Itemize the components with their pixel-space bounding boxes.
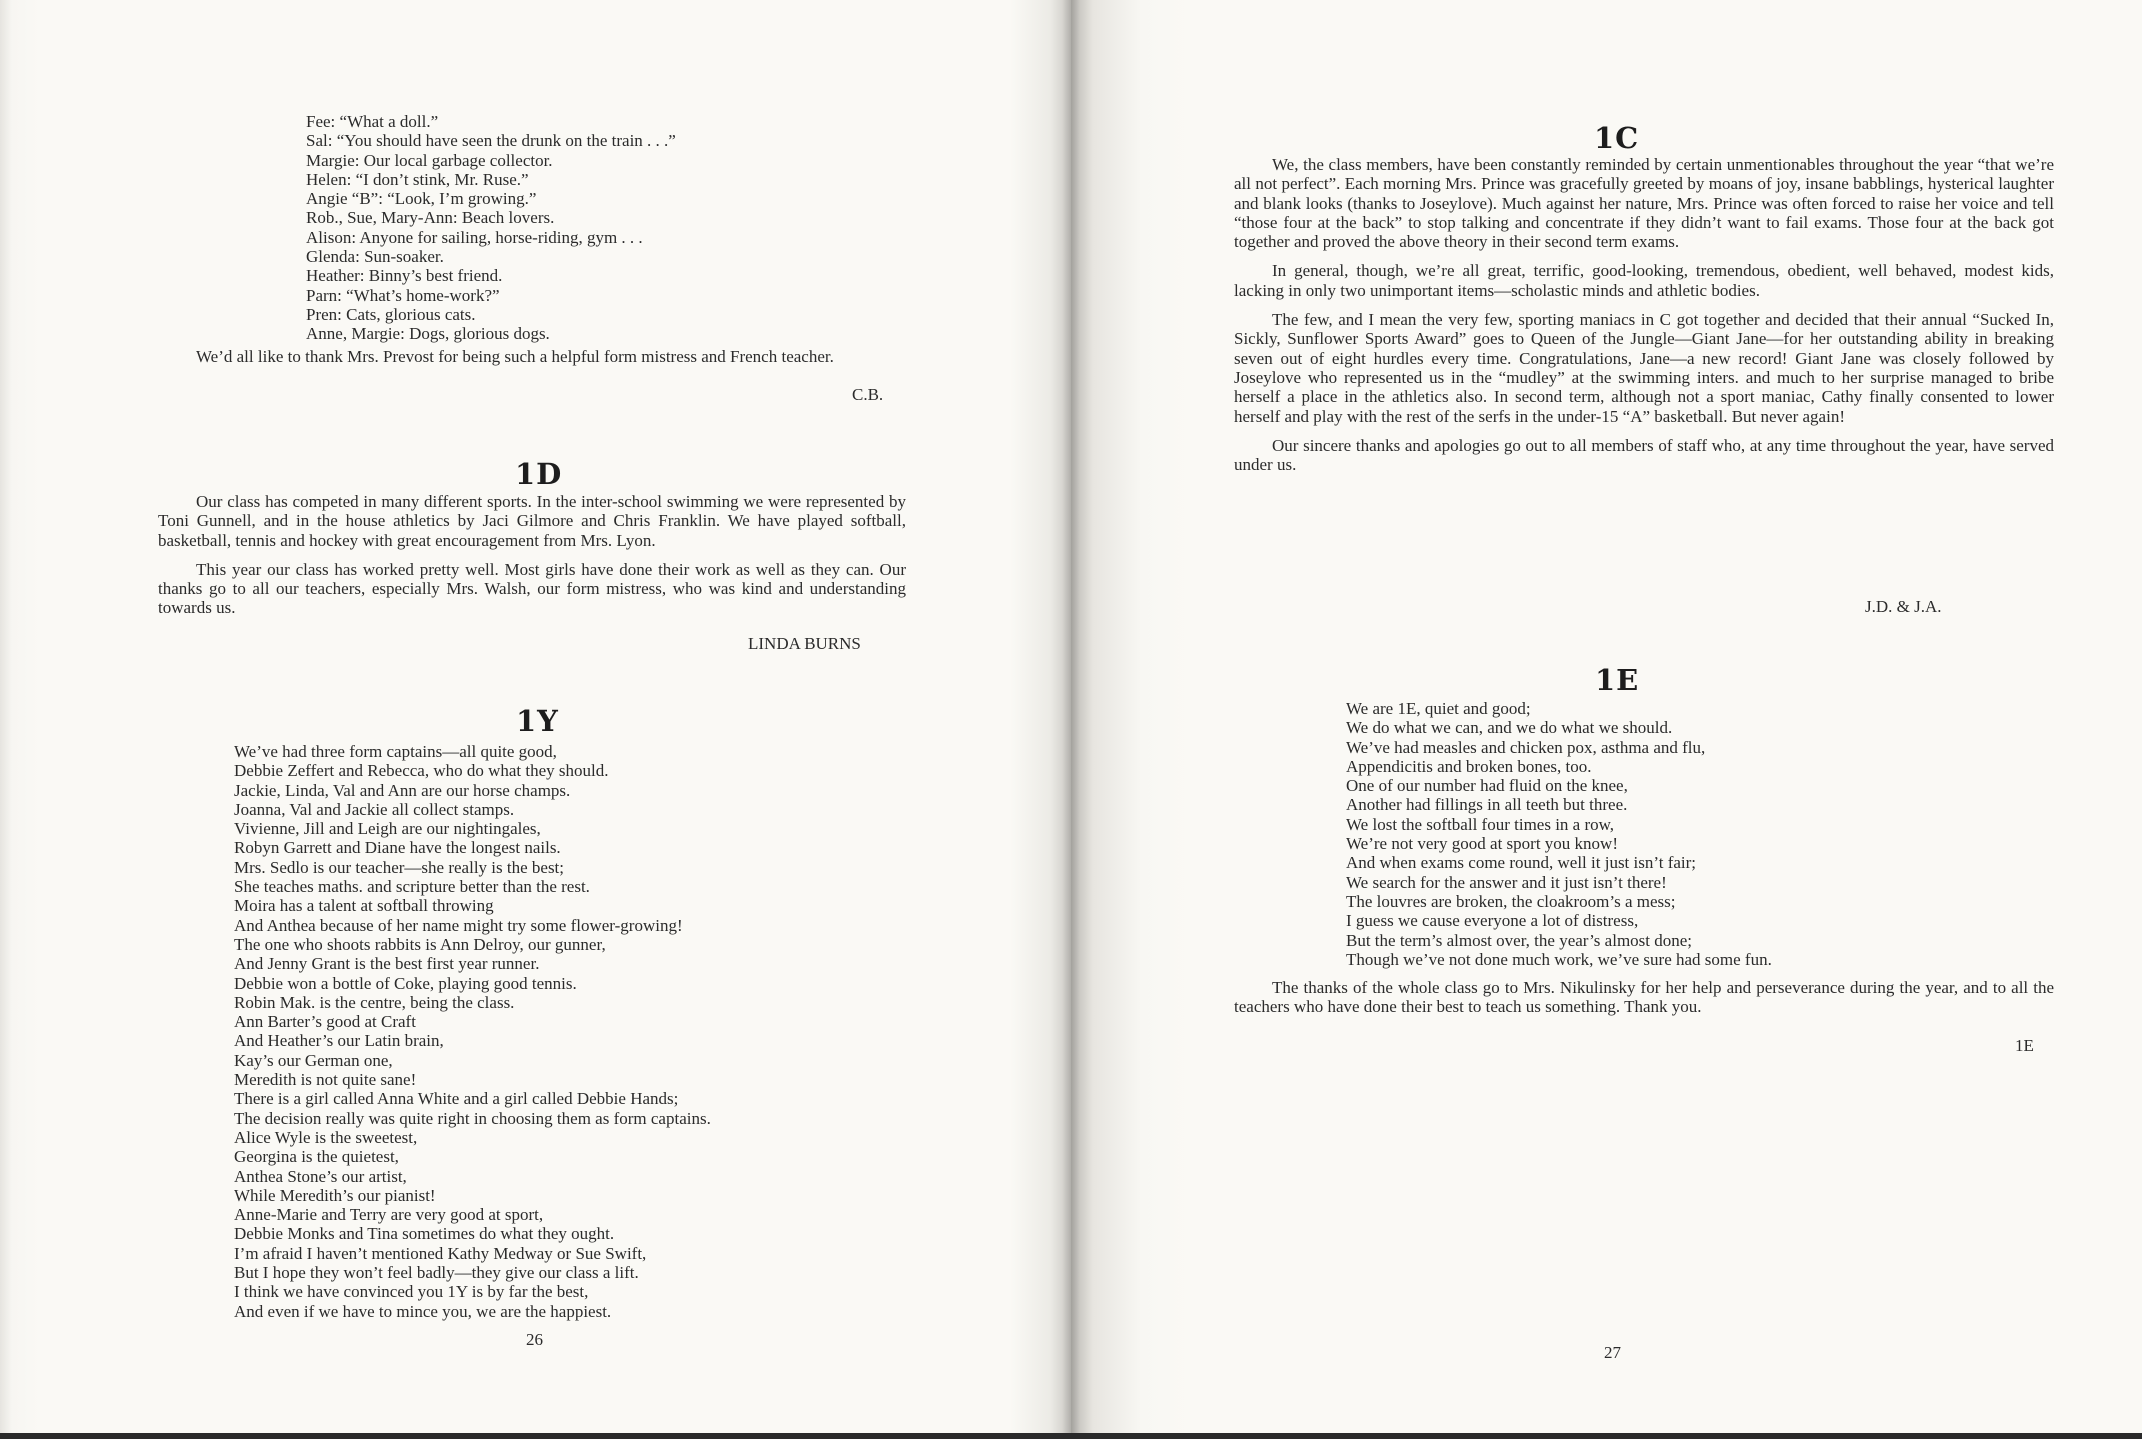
section-1e-closing: The thanks of the whole class go to Mrs. Nikulinsky for her help and perseverance during the year, and to all the teachers who have done their best to teach us something. Thank you.: [1234, 978, 2054, 1017]
poem-line: Alice Wyle is the sweetest,: [234, 1127, 418, 1147]
section-1d-body: [158, 492, 906, 618]
section-1d-paragraph: Our class has competed in many different sports. In the inter-school swimming we were represented by Toni Gunnell, and in the house athletics by Jaci Gilmore and Chris Franklin. We have played softball, basketball, tennis and hockey with great encouragement from Mrs. Lyon.: [158, 492, 906, 550]
poem-line: And Anthea because of her name might try some flower-growing!: [234, 915, 683, 935]
poem-line: And even if we have to mince you, we are the happiest.: [234, 1301, 612, 1321]
quip-line: Sal: “You should have seen the drunk on the train . . .”: [306, 131, 676, 151]
quip-line: Rob., Sue, Mary-Ann: Beach lovers.: [306, 208, 555, 228]
book-gutter: [1062, 0, 1080, 1439]
poem-line: We are 1E, quiet and good;: [1346, 699, 1531, 718]
section-1c-paragraph: Our sincere thanks and apologies go out to all members of staff who, at any time throughout the year, have served under us.: [1234, 435, 2054, 475]
poem-line: We lost the softball four times in a row,: [1346, 814, 1615, 834]
poem-line: The one who shoots rabbits is Ann Delroy, our gunner,: [234, 934, 606, 954]
poem-line: She teaches maths. and scripture better than the rest.: [234, 877, 590, 897]
thanks-signature: C.B.: [852, 385, 884, 404]
section-1c-paragraph: The few, and I mean the very few, sporting maniacs in C got together and decided that their annual “Sucked In, Sickly, Sunflower Sports Award” goes to Queen of the Jungle—Giant Jane—for her outstanding ability in breaking seven out of eight hurdles every time. Congratulations, Jane—a new record! Giant Jane was closely followed by Joseylove who represented us in the “mudley” at the swimming inters. and much to her surprise managed to bribe herself a place in the athletics also. In second term, although not a sport maniac, Cathy finally consented to lower herself and play with the rest of the serfs in the under-15 “A” basketball. But never again!: [1234, 310, 2054, 426]
section-1c-body: [1234, 155, 2054, 474]
poem-line: Ann Barter’s good at Craft: [234, 1012, 416, 1032]
quip-line: Margie: Our local garbage collector.: [306, 150, 553, 170]
quip-line: Glenda: Sun-soaker.: [306, 247, 444, 267]
poem-line: We’ve had three form captains—all quite good,: [234, 742, 557, 761]
poem-line: Georgina is the quietest,: [234, 1147, 399, 1167]
poem-line: One of our number had fluid on the knee,: [1346, 776, 1628, 796]
poem-line: Appendicitis and broken bones, too.: [1346, 756, 1592, 776]
poem-line: Though we’ve not done much work, we’ve sure had some fun.: [1346, 949, 1772, 969]
poem-line: And when exams come round, well it just isn’t fair;: [1346, 853, 1697, 873]
section-heading-1d: 1D: [515, 457, 563, 491]
poem-line: We do what we can, and we do what we should.: [1346, 718, 1673, 738]
quip-line: Pren: Cats, glorious cats.: [306, 304, 476, 324]
poem-line: Debbie Zeffert and Rebecca, who do what they should.: [234, 761, 609, 781]
poem-line: Vivienne, Jill and Leigh are our nightingales,: [234, 819, 541, 839]
poem-line: But the term’s almost over, the year’s almost done;: [1346, 930, 1693, 950]
poem-line: And Jenny Grant is the best first year runner.: [234, 954, 540, 974]
right-page: [1071, 0, 2142, 1439]
poem-line: Moira has a talent at softball throwing: [234, 896, 494, 916]
poem-line: The decision really was quite right in choosing them as form captains.: [234, 1108, 711, 1128]
poem-line: I guess we cause everyone a lot of distress,: [1346, 911, 1639, 931]
section-1e-poem: [1346, 699, 1966, 969]
section-1e-signature: 1E: [2015, 1036, 2034, 1055]
poem-line: Kay’s our German one,: [234, 1050, 393, 1070]
section-1c-signature: J.D. & J.A.: [1865, 597, 1942, 616]
section-1y-poem: [234, 742, 874, 1321]
section-heading-1c: 1C: [1594, 121, 1640, 155]
poem-line: I’m afraid I haven’t mentioned Kathy Medway or Sue Swift,: [234, 1243, 647, 1263]
poem-line: Debbie won a bottle of Coke, playing good tennis.: [234, 973, 577, 993]
poem-line: Mrs. Sedlo is our teacher—she really is the best;: [234, 857, 565, 877]
poem-line: Joanna, Val and Jackie all collect stamps.: [234, 799, 515, 819]
section-1d-paragraph: This year our class has worked pretty well. Most girls have done their work as well as they can. Our thanks go to all our teachers, especially Mrs. Walsh, our form mistress, who was kind and understanding towards us.: [158, 559, 906, 618]
poem-line: The louvres are broken, the cloakroom’s a mess;: [1346, 891, 1676, 911]
page-number-right: 27: [1604, 1343, 1621, 1362]
quip-line: Helen: “I don’t stink, Mr. Ruse.”: [306, 169, 529, 189]
quip-line: Anne, Margie: Dogs, glorious dogs.: [306, 324, 550, 344]
poem-line: There is a girl called Anna White and a girl called Debbie Hands;: [234, 1089, 679, 1109]
poem-line: Anthea Stone’s our artist,: [234, 1166, 407, 1186]
poem-line: Jackie, Linda, Val and Ann are our horse champs.: [234, 780, 571, 800]
page-bottom-edge: [0, 1433, 2142, 1439]
quip-line: Parn: “What’s home-work?”: [306, 285, 500, 305]
poem-line: We search for the answer and it just isn’t there!: [1346, 872, 1667, 892]
poem-line: Anne-Marie and Terry are very good at sport,: [234, 1205, 544, 1225]
poem-line: We’ve had measles and chicken pox, asthma and flu,: [1346, 737, 1706, 757]
quip-line: Heather: Binny’s best friend.: [306, 266, 503, 286]
poem-line: Robyn Garrett and Diane have the longest nails.: [234, 838, 561, 858]
quip-line: Fee: “What a doll.”: [306, 112, 439, 131]
poem-line: Meredith is not quite sane!: [234, 1070, 417, 1090]
poem-line: But I hope they won’t feel badly—they give our class a lift.: [234, 1263, 639, 1283]
section-1d-signature: LINDA BURNS: [748, 634, 861, 653]
poem-line: While Meredith’s our pianist!: [234, 1185, 436, 1205]
poem-line: I think we have convinced you 1Y is by far the best,: [234, 1282, 589, 1302]
quip-line: Alison: Anyone for sailing, horse-riding, gym . . .: [306, 227, 643, 247]
poem-line: We’re not very good at sport you know!: [1346, 834, 1618, 854]
poem-line: And Heather’s our Latin brain,: [234, 1031, 444, 1051]
section-1c-paragraph: In general, though, we’re all great, terrific, good-looking, tremendous, obedient, well behaved, modest kids, lacking in only two unimportant items—scholastic minds and athletic bodies.: [1234, 261, 2054, 300]
page-number-left: 26: [526, 1330, 543, 1349]
poem-line: Another had fillings in all teeth but three.: [1346, 795, 1628, 815]
section-heading-1e: 1E: [1595, 663, 1640, 697]
quip-list: [306, 112, 866, 344]
section-heading-1y: 1Y: [516, 704, 559, 738]
poem-line: Debbie Monks and Tina sometimes do what they ought.: [234, 1224, 615, 1244]
quip-line: Angie “B”: “Look, I’m growing.”: [306, 189, 537, 209]
thanks-paragraph: We’d all like to thank Mrs. Prevost for being such a helpful form mistress and French teacher.: [196, 347, 834, 366]
section-1c-paragraph: We, the class members, have been constantly reminded by certain unmentionables throughout the year “that we’re all not perfect”. Each morning Mrs. Prince was gracefully greeted by moans of joy, insane babblings, hysterical laughter and blank looks (thanks to Joseylove). Much against her nature, Mrs. Prince was often forced to raise her voice and tell “those four at the back” to stop talking and concentrate if they didn’t want to fail exams. Those four at the back got together and proved the above theory in their second term exams.: [1234, 155, 2054, 252]
poem-line: Robin Mak. is the centre, being the class.: [234, 992, 515, 1012]
